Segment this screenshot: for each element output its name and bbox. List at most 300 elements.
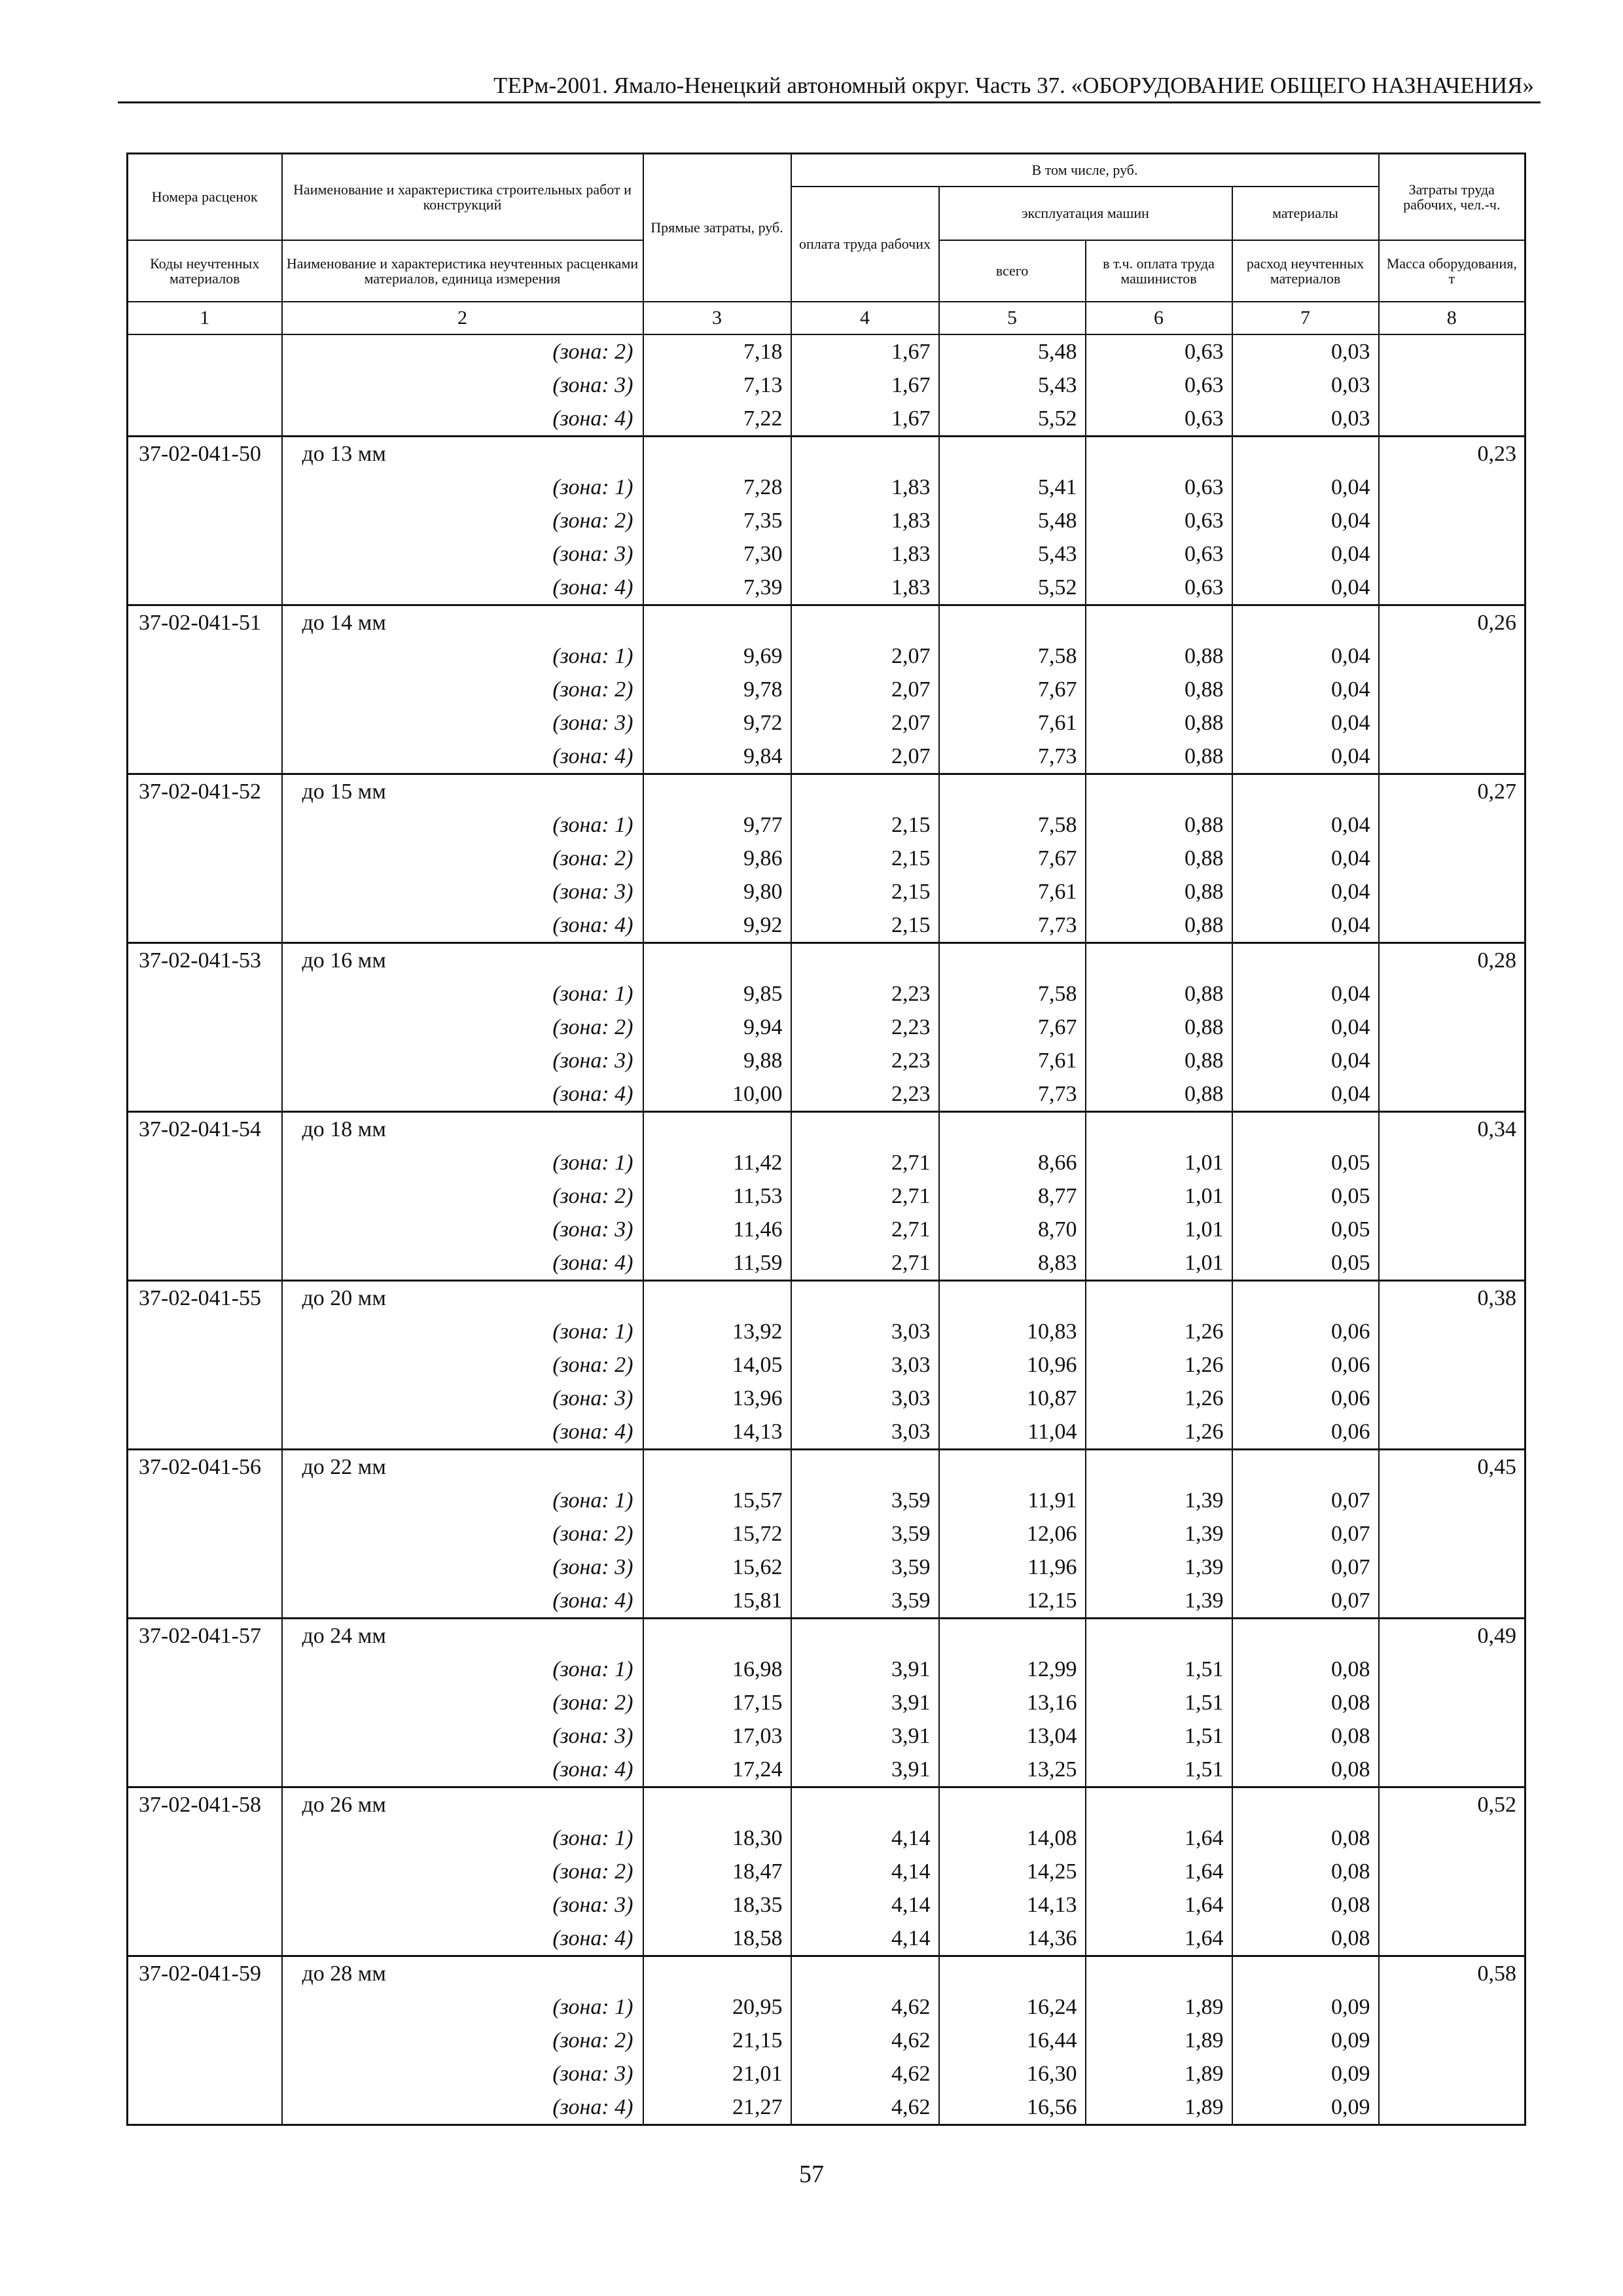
empty-cell — [1379, 908, 1525, 943]
rate-code: 37-02-041-58 — [128, 1787, 282, 1821]
materials-cost: 0,04 — [1232, 639, 1379, 673]
empty-cell — [643, 436, 791, 471]
table-body — [128, 334, 1525, 2125]
empty-cell — [128, 1077, 282, 1112]
direct-cost: 9,77 — [643, 808, 791, 842]
table-row — [128, 1888, 1525, 1922]
workers-pay: 4,14 — [791, 1855, 939, 1888]
machinists-pay: 0,63 — [1086, 504, 1232, 537]
empty-cell — [1086, 1449, 1232, 1484]
table-row — [128, 842, 1525, 875]
materials-header: материалы — [1232, 187, 1379, 240]
machinists-pay: 0,63 — [1086, 334, 1232, 368]
machinists-pay: 0,63 — [1086, 368, 1232, 402]
empty-cell — [1379, 1551, 1525, 1584]
workers-pay: 2,07 — [791, 706, 939, 740]
table-row — [128, 808, 1525, 842]
rate-title-row — [128, 1956, 1525, 1990]
workers-pay: 3,91 — [791, 1686, 939, 1719]
empty-cell — [128, 571, 282, 605]
empty-cell — [1379, 537, 1525, 571]
col1-header-top: Номера расценок — [128, 154, 282, 240]
machines-total: 13,16 — [939, 1686, 1086, 1719]
col-number: 4 — [791, 302, 939, 334]
rate-code: 37-02-041-57 — [128, 1618, 282, 1653]
labor-cost: 0,23 — [1379, 436, 1525, 471]
empty-cell — [128, 1315, 282, 1348]
workers-pay: 2,71 — [791, 1246, 939, 1281]
machinists-pay: 1,01 — [1086, 1179, 1232, 1213]
empty-cell — [1379, 1382, 1525, 1415]
workers-pay: 2,15 — [791, 842, 939, 875]
direct-cost: 13,92 — [643, 1315, 791, 1348]
col6-header: в т.ч. оплата труда машинистов — [1086, 240, 1232, 302]
direct-cost: 15,62 — [643, 1551, 791, 1584]
table-row — [128, 2090, 1525, 2125]
workers-pay: 2,15 — [791, 875, 939, 908]
zone-label: (зона: 3) — [282, 537, 643, 571]
materials-cost: 0,08 — [1232, 1821, 1379, 1855]
rate-title-row — [128, 436, 1525, 471]
empty-cell — [939, 1618, 1086, 1653]
machinists-pay: 1,01 — [1086, 1213, 1232, 1246]
machinists-pay: 0,88 — [1086, 1011, 1232, 1044]
direct-cost: 9,86 — [643, 842, 791, 875]
empty-cell — [939, 1449, 1086, 1484]
empty-cell — [128, 1821, 282, 1855]
empty-cell — [1379, 2090, 1525, 2125]
empty-cell — [1086, 605, 1232, 639]
rate-code: 37-02-041-59 — [128, 1956, 282, 1990]
materials-cost: 0,03 — [1232, 402, 1379, 437]
empty-cell — [128, 1146, 282, 1179]
machines-total: 14,13 — [939, 1888, 1086, 1922]
direct-cost: 13,96 — [643, 1382, 791, 1415]
machinists-pay: 1,39 — [1086, 1517, 1232, 1551]
empty-cell — [128, 1517, 282, 1551]
rate-name: до 15 мм — [282, 774, 643, 808]
workers-pay: 3,03 — [791, 1348, 939, 1382]
table-row — [128, 1484, 1525, 1517]
workers-pay: 1,67 — [791, 334, 939, 368]
rate-name: до 22 мм — [282, 1449, 643, 1484]
machines-total: 7,61 — [939, 875, 1086, 908]
machinists-pay: 0,88 — [1086, 1044, 1232, 1077]
machines-total: 7,73 — [939, 908, 1086, 943]
machines-total: 5,41 — [939, 471, 1086, 504]
empty-cell — [1379, 334, 1525, 368]
machines-total: 12,06 — [939, 1517, 1086, 1551]
machinists-pay: 1,64 — [1086, 1888, 1232, 1922]
labor-cost: 0,34 — [1379, 1111, 1525, 1146]
direct-cost: 20,95 — [643, 1990, 791, 2024]
zone-label: (зона: 1) — [282, 1146, 643, 1179]
workers-pay: 2,23 — [791, 1044, 939, 1077]
empty-cell — [939, 1280, 1086, 1315]
empty-cell — [1379, 1855, 1525, 1888]
empty-cell — [791, 1618, 939, 1653]
col8-header-top: Затраты труда рабочих, чел.-ч. — [1379, 154, 1525, 240]
zone-label: (зона: 2) — [282, 504, 643, 537]
empty-cell — [939, 436, 1086, 471]
workers-pay: 2,23 — [791, 1077, 939, 1112]
direct-cost: 15,57 — [643, 1484, 791, 1517]
materials-cost: 0,04 — [1232, 471, 1379, 504]
direct-cost: 7,39 — [643, 571, 791, 605]
empty-cell — [643, 1449, 791, 1484]
empty-cell — [1379, 471, 1525, 504]
direct-cost: 7,18 — [643, 334, 791, 368]
machinists-pay: 0,88 — [1086, 639, 1232, 673]
machines-total: 13,04 — [939, 1719, 1086, 1753]
table-row — [128, 908, 1525, 943]
machines-total: 7,61 — [939, 1044, 1086, 1077]
rate-name: до 18 мм — [282, 1111, 643, 1146]
workers-pay: 2,23 — [791, 977, 939, 1011]
table-row — [128, 1855, 1525, 1888]
empty-cell — [1379, 1213, 1525, 1246]
empty-cell — [791, 774, 939, 808]
zone-label: (зона: 1) — [282, 1484, 643, 1517]
empty-cell — [128, 1011, 282, 1044]
empty-cell — [939, 774, 1086, 808]
direct-cost: 9,85 — [643, 977, 791, 1011]
empty-cell — [1379, 1719, 1525, 1753]
materials-cost: 0,04 — [1232, 504, 1379, 537]
machinists-pay: 1,39 — [1086, 1584, 1232, 1619]
workers-pay: 1,83 — [791, 471, 939, 504]
workers-pay: 3,59 — [791, 1517, 939, 1551]
labor-cost: 0,28 — [1379, 942, 1525, 977]
table-row — [128, 875, 1525, 908]
materials-cost: 0,08 — [1232, 1922, 1379, 1956]
zone-label: (зона: 4) — [282, 1584, 643, 1619]
machinists-pay: 1,39 — [1086, 1551, 1232, 1584]
empty-cell — [1232, 942, 1379, 977]
zone-label: (зона: 4) — [282, 1246, 643, 1281]
empty-cell — [1232, 605, 1379, 639]
materials-cost: 0,06 — [1232, 1415, 1379, 1450]
empty-cell — [128, 875, 282, 908]
table-row — [128, 1990, 1525, 2024]
rate-code: 37-02-041-50 — [128, 436, 282, 471]
col-number: 8 — [1379, 302, 1525, 334]
empty-cell — [1086, 774, 1232, 808]
empty-cell — [939, 1787, 1086, 1821]
empty-cell — [791, 1111, 939, 1146]
machinists-pay: 0,88 — [1086, 875, 1232, 908]
materials-cost: 0,07 — [1232, 1551, 1379, 1584]
empty-cell — [1086, 942, 1232, 977]
zone-label: (зона: 2) — [282, 1517, 643, 1551]
zone-label: (зона: 1) — [282, 977, 643, 1011]
machinists-pay: 1,26 — [1086, 1382, 1232, 1415]
machinists-pay: 1,89 — [1086, 2090, 1232, 2125]
materials-cost: 0,04 — [1232, 875, 1379, 908]
workers-pay: 2,23 — [791, 1011, 939, 1044]
direct-cost: 17,03 — [643, 1719, 791, 1753]
empty-cell — [128, 1551, 282, 1584]
rate-title-row — [128, 774, 1525, 808]
empty-cell — [791, 605, 939, 639]
workers-pay: 3,03 — [791, 1415, 939, 1450]
materials-cost: 0,09 — [1232, 2090, 1379, 2125]
empty-cell — [1379, 368, 1525, 402]
materials-cost: 0,04 — [1232, 808, 1379, 842]
empty-cell — [128, 1415, 282, 1450]
empty-cell — [1379, 402, 1525, 437]
empty-cell — [1379, 673, 1525, 706]
machines-total: 11,96 — [939, 1551, 1086, 1584]
machines-total: 7,61 — [939, 706, 1086, 740]
zone-label: (зона: 1) — [282, 1653, 643, 1686]
machinists-pay: 1,89 — [1086, 2057, 1232, 2090]
table-row — [128, 639, 1525, 673]
direct-cost: 17,24 — [643, 1753, 791, 1787]
workers-pay: 4,62 — [791, 1990, 939, 2024]
zone-label: (зона: 2) — [282, 334, 643, 368]
empty-cell — [128, 537, 282, 571]
table-row — [128, 504, 1525, 537]
workers-pay: 3,03 — [791, 1382, 939, 1415]
table-row — [128, 368, 1525, 402]
table-head — [128, 154, 1525, 334]
workers-pay: 1,83 — [791, 537, 939, 571]
workers-pay: 1,67 — [791, 402, 939, 437]
direct-cost: 9,69 — [643, 639, 791, 673]
materials-cost: 0,05 — [1232, 1213, 1379, 1246]
empty-cell — [128, 1990, 282, 2024]
empty-cell — [128, 740, 282, 774]
col3-header: Прямые затраты, руб. — [643, 154, 791, 302]
direct-cost: 11,53 — [643, 1179, 791, 1213]
empty-cell — [128, 1179, 282, 1213]
machines-total: 14,36 — [939, 1922, 1086, 1956]
zone-label: (зона: 2) — [282, 1348, 643, 1382]
direct-cost: 9,94 — [643, 1011, 791, 1044]
empty-cell — [128, 1484, 282, 1517]
empty-cell — [1379, 1484, 1525, 1517]
col-number: 3 — [643, 302, 791, 334]
empty-cell — [1086, 1280, 1232, 1315]
machinists-pay: 1,26 — [1086, 1348, 1232, 1382]
materials-cost: 0,05 — [1232, 1246, 1379, 1281]
rate-code: 37-02-041-51 — [128, 605, 282, 639]
table-row — [128, 1686, 1525, 1719]
empty-cell — [1379, 1315, 1525, 1348]
empty-cell — [643, 1956, 791, 1990]
empty-cell — [128, 334, 282, 368]
direct-cost: 9,84 — [643, 740, 791, 774]
empty-cell — [939, 605, 1086, 639]
machines-total: 10,96 — [939, 1348, 1086, 1382]
zone-label: (зона: 4) — [282, 1753, 643, 1787]
direct-cost: 9,92 — [643, 908, 791, 943]
machinists-pay: 0,88 — [1086, 1077, 1232, 1112]
zone-label: (зона: 4) — [282, 1077, 643, 1112]
workers-pay: 2,07 — [791, 639, 939, 673]
machinists-pay: 1,51 — [1086, 1753, 1232, 1787]
zone-label: (зона: 2) — [282, 842, 643, 875]
labor-cost: 0,38 — [1379, 1280, 1525, 1315]
machines-total: 10,83 — [939, 1315, 1086, 1348]
zone-label: (зона: 3) — [282, 1551, 643, 1584]
workers-pay: 3,03 — [791, 1315, 939, 1348]
zone-label: (зона: 1) — [282, 639, 643, 673]
materials-cost: 0,05 — [1232, 1179, 1379, 1213]
empty-cell — [128, 639, 282, 673]
empty-cell — [643, 774, 791, 808]
machines-total: 12,15 — [939, 1584, 1086, 1619]
rate-title-row — [128, 1787, 1525, 1821]
zone-label: (зона: 3) — [282, 706, 643, 740]
empty-cell — [128, 842, 282, 875]
machines-total: 7,67 — [939, 842, 1086, 875]
empty-cell — [128, 504, 282, 537]
direct-cost: 10,00 — [643, 1077, 791, 1112]
machines-total: 16,30 — [939, 2057, 1086, 2090]
machinists-pay: 0,88 — [1086, 706, 1232, 740]
workers-pay: 2,15 — [791, 908, 939, 943]
rate-code: 37-02-041-53 — [128, 942, 282, 977]
col2-header-bottom: Наименование и характеристика неучтенных расценками материалов, единица измерения — [282, 240, 643, 302]
workers-pay: 3,91 — [791, 1753, 939, 1787]
machinists-pay: 0,88 — [1086, 977, 1232, 1011]
empty-cell — [1379, 2057, 1525, 2090]
empty-cell — [128, 977, 282, 1011]
machines-total: 14,25 — [939, 1855, 1086, 1888]
rate-title-row — [128, 942, 1525, 977]
direct-cost: 9,88 — [643, 1044, 791, 1077]
workers-pay: 2,71 — [791, 1213, 939, 1246]
direct-cost: 11,59 — [643, 1246, 791, 1281]
table-row — [128, 706, 1525, 740]
rate-code: 37-02-041-52 — [128, 774, 282, 808]
workers-pay: 2,15 — [791, 808, 939, 842]
workers-pay: 1,83 — [791, 504, 939, 537]
direct-cost: 7,35 — [643, 504, 791, 537]
materials-cost: 0,08 — [1232, 1653, 1379, 1686]
machinists-pay: 1,51 — [1086, 1653, 1232, 1686]
col-number: 1 — [128, 302, 282, 334]
empty-cell — [643, 1618, 791, 1653]
materials-cost: 0,08 — [1232, 1719, 1379, 1753]
col-number: 7 — [1232, 302, 1379, 334]
zone-label: (зона: 1) — [282, 1990, 643, 2024]
col7-header: расход неучтенных материалов — [1232, 240, 1379, 302]
machines-total: 7,58 — [939, 977, 1086, 1011]
empty-cell — [128, 1888, 282, 1922]
empty-cell — [1379, 1888, 1525, 1922]
machinists-pay: 0,63 — [1086, 537, 1232, 571]
empty-cell — [128, 2024, 282, 2057]
empty-cell — [1232, 1618, 1379, 1653]
rate-name: до 16 мм — [282, 942, 643, 977]
zone-label: (зона: 4) — [282, 571, 643, 605]
materials-cost: 0,06 — [1232, 1382, 1379, 1415]
workers-pay: 2,07 — [791, 740, 939, 774]
table-row — [128, 1348, 1525, 1382]
workers-pay: 3,59 — [791, 1484, 939, 1517]
empty-cell — [128, 1719, 282, 1753]
direct-cost: 7,13 — [643, 368, 791, 402]
machines-total: 7,73 — [939, 740, 1086, 774]
empty-cell — [128, 2090, 282, 2125]
empty-cell — [1379, 1348, 1525, 1382]
empty-cell — [939, 942, 1086, 977]
direct-cost: 7,28 — [643, 471, 791, 504]
workers-pay: 3,59 — [791, 1584, 939, 1619]
machinists-pay: 0,88 — [1086, 842, 1232, 875]
materials-cost: 0,04 — [1232, 706, 1379, 740]
machines-total: 11,91 — [939, 1484, 1086, 1517]
table-row — [128, 673, 1525, 706]
zone-label: (зона: 3) — [282, 1213, 643, 1246]
empty-cell — [1379, 740, 1525, 774]
empty-cell — [1379, 1415, 1525, 1450]
table-row — [128, 1415, 1525, 1450]
empty-cell — [128, 1044, 282, 1077]
table-row — [128, 1044, 1525, 1077]
empty-cell — [791, 1449, 939, 1484]
col4-header: оплата труда рабочих — [791, 187, 939, 302]
page-header — [118, 71, 1541, 103]
rate-name: до 28 мм — [282, 1956, 643, 1990]
materials-cost: 0,04 — [1232, 740, 1379, 774]
machines-header: эксплуатация машин — [939, 187, 1232, 240]
machinists-pay: 0,88 — [1086, 908, 1232, 943]
empty-cell — [128, 706, 282, 740]
machinists-pay: 0,88 — [1086, 740, 1232, 774]
empty-cell — [1232, 436, 1379, 471]
machinists-pay: 1,01 — [1086, 1146, 1232, 1179]
empty-cell — [791, 942, 939, 977]
workers-pay: 4,14 — [791, 1821, 939, 1855]
empty-cell — [128, 1653, 282, 1686]
table-row — [128, 1179, 1525, 1213]
empty-cell — [128, 673, 282, 706]
zone-label: (зона: 4) — [282, 908, 643, 943]
workers-pay: 4,62 — [791, 2090, 939, 2125]
machines-total: 5,43 — [939, 368, 1086, 402]
rate-code: 37-02-041-54 — [128, 1111, 282, 1146]
empty-cell — [791, 1280, 939, 1315]
empty-cell — [1379, 1146, 1525, 1179]
workers-pay: 2,07 — [791, 673, 939, 706]
labor-cost: 0,58 — [1379, 1956, 1525, 1990]
direct-cost: 15,72 — [643, 1517, 791, 1551]
empty-cell — [128, 1686, 282, 1719]
workers-pay: 2,71 — [791, 1179, 939, 1213]
machines-total: 7,67 — [939, 1011, 1086, 1044]
zone-label: (зона: 2) — [282, 1011, 643, 1044]
zone-label: (зона: 2) — [282, 1179, 643, 1213]
empty-cell — [1232, 1280, 1379, 1315]
workers-pay: 3,59 — [791, 1551, 939, 1584]
header-title: ТЕРм-2001. Ямало-Ненецкий автономный округ. Часть 37. «ОБОРУДОВАНИЕ ОБЩЕГО НАЗНАЧЕНИЯ» — [493, 73, 1534, 98]
zone-label: (зона: 4) — [282, 2090, 643, 2125]
col-number: 5 — [939, 302, 1086, 334]
table-row — [128, 1382, 1525, 1415]
col5-header: всего — [939, 240, 1086, 302]
direct-cost: 15,81 — [643, 1584, 791, 1619]
machines-total: 8,83 — [939, 1246, 1086, 1281]
zone-label: (зона: 3) — [282, 2057, 643, 2090]
rate-title-row — [128, 605, 1525, 639]
table-row — [128, 1653, 1525, 1686]
table-row — [128, 1584, 1525, 1619]
empty-cell — [128, 1348, 282, 1382]
